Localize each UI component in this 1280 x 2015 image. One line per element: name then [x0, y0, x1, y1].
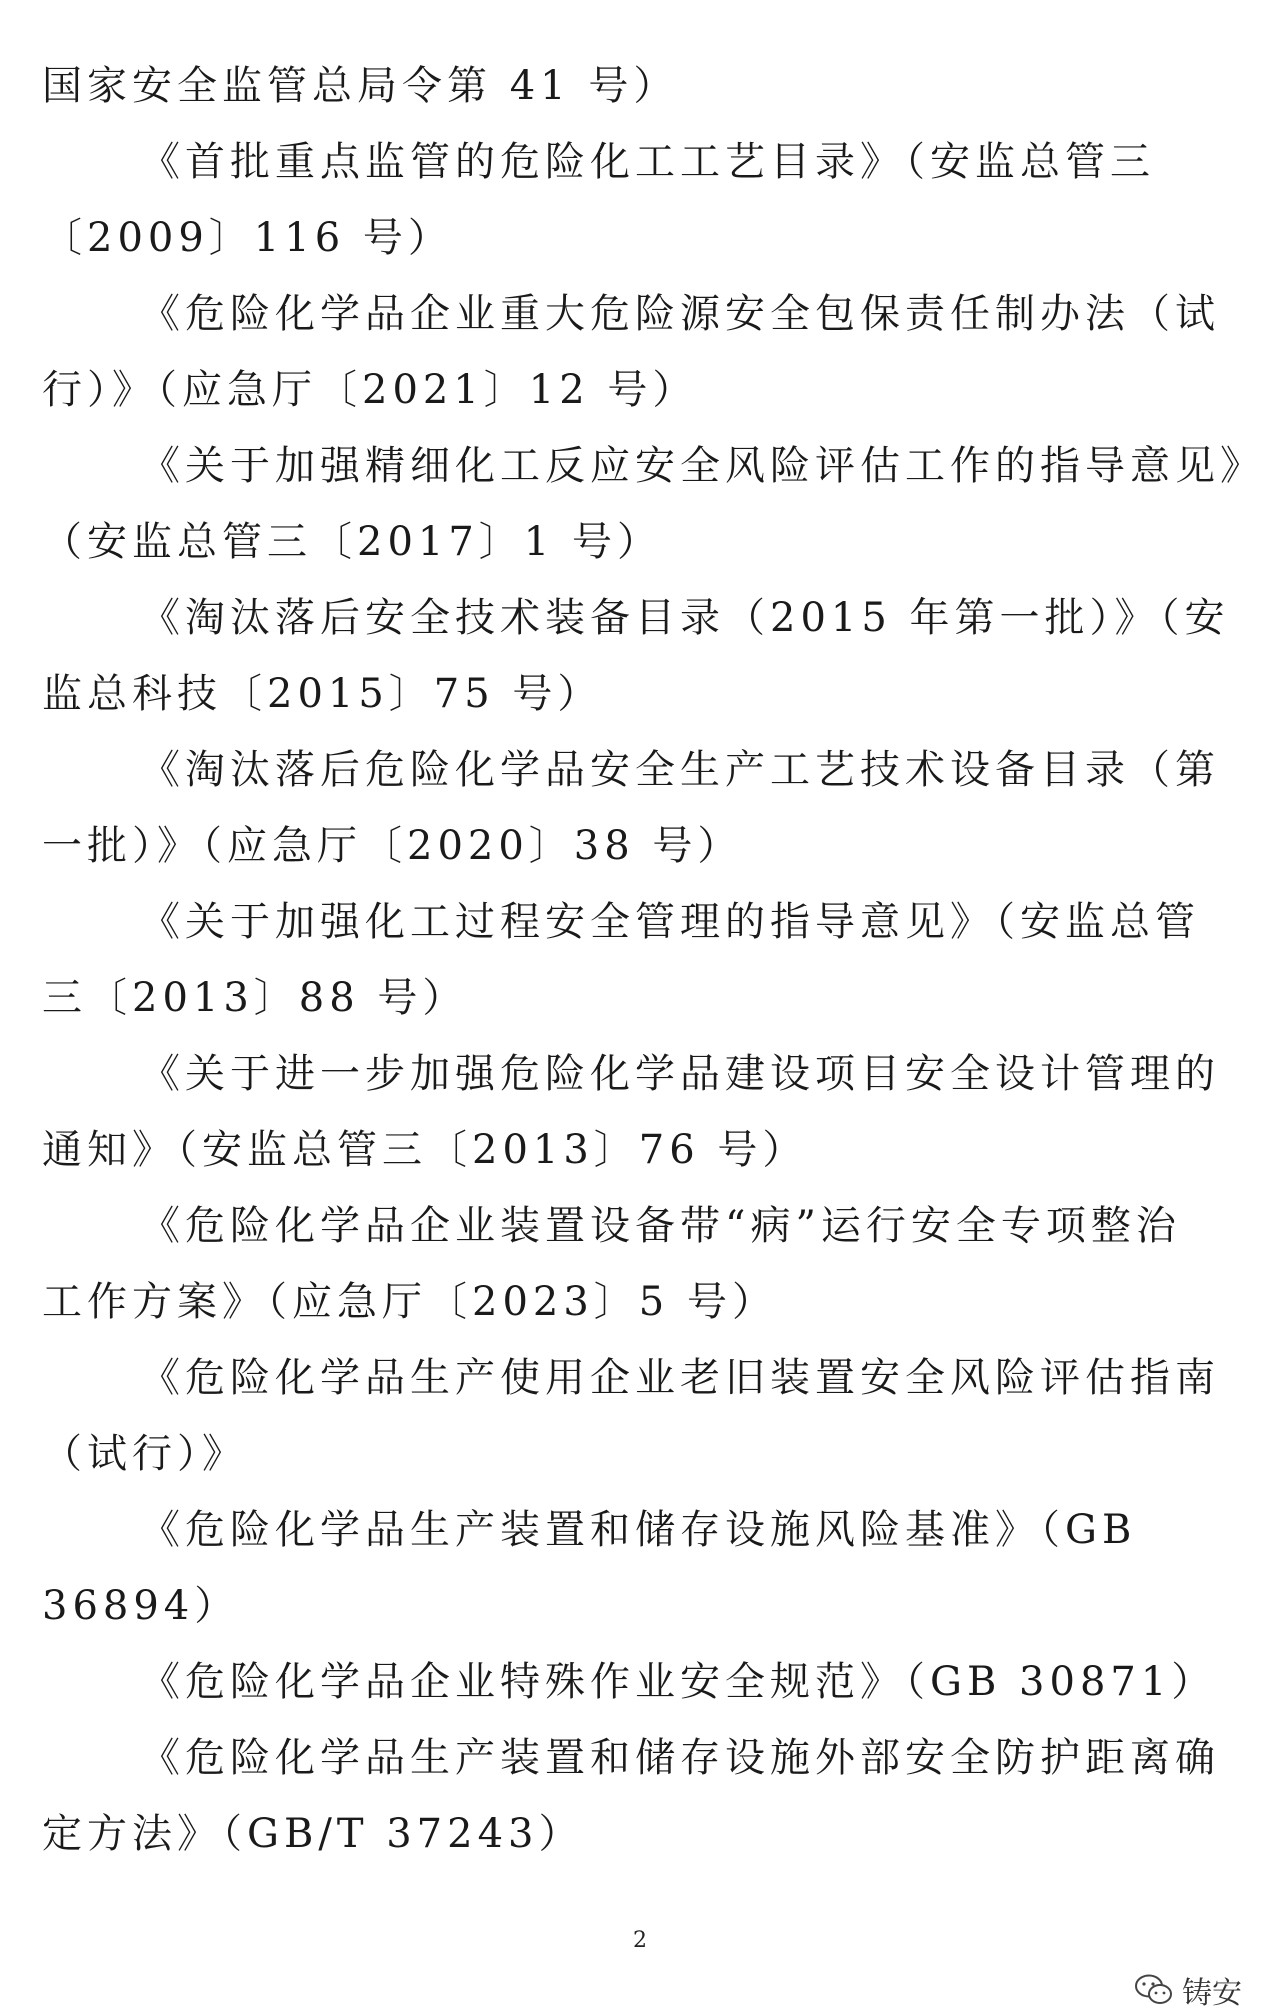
text-line: 《危险化学品生产装置和储存设施外部安全防护距离确: [140, 1735, 1220, 1781]
text-line: 〔2009〕116 号）: [42, 215, 453, 261]
text-line: 《危险化学品生产装置和储存设施风险基准》（GB: [140, 1507, 1137, 1553]
text-line: 通知》（安监总管三〔2013〕76 号）: [42, 1127, 808, 1173]
text-line: 《首批重点监管的危险化工工艺目录》（安监总管三: [140, 139, 1155, 185]
watermark-text: 铸安: [1182, 1976, 1242, 2011]
text-line: 《危险化学品生产使用企业老旧装置安全风险评估指南: [140, 1355, 1220, 1401]
watermark: [1134, 1968, 1242, 2012]
text-line: 一批）》（应急厅〔2020〕38 号）: [42, 823, 743, 869]
wechat-icon: [1134, 1973, 1174, 2007]
text-line: 工作方案》（应急厅〔2023〕5 号）: [42, 1279, 777, 1325]
text-line: 《关于进一步加强危险化学品建设项目安全设计管理的: [140, 1051, 1220, 1097]
text-line: 监总科技〔2015〕75 号）: [42, 671, 603, 717]
text-line: 《淘汰落后危险化学品安全生产工艺技术设备目录（第: [140, 747, 1220, 793]
text-line: 36894）: [42, 1583, 240, 1629]
text-line: 定方法》（GB/T 37243）: [42, 1811, 584, 1857]
text-line: 《危险化学品企业特殊作业安全规范》（GB 30871）: [140, 1659, 1217, 1705]
text-line: 《危险化学品企业装置设备带“病”运行安全专项整治: [140, 1203, 1181, 1249]
page-number: 2: [633, 1928, 647, 1953]
text-line: 《危险化学品企业重大危险源安全包保责任制办法（试: [140, 291, 1220, 337]
text-line: 《关于加强化工过程安全管理的指导意见》（安监总管: [140, 899, 1200, 945]
text-line: 《淘汰落后安全技术装备目录（2015 年第一批）》（安: [140, 595, 1230, 641]
text-line: 国家安全监管总局令第 41 号）: [42, 63, 679, 109]
body-text: [42, 48, 1265, 1872]
text-line: 《关于加强精细化工反应安全风险评估工作的指导意见》: [140, 443, 1265, 489]
text-line: 三〔2013〕88 号）: [42, 975, 468, 1021]
text-line: （试行）》: [42, 1431, 247, 1477]
text-line: （安监总管三〔2017〕1 号）: [42, 519, 662, 565]
text-line: 行）》（应急厅〔2021〕12 号）: [42, 367, 698, 413]
